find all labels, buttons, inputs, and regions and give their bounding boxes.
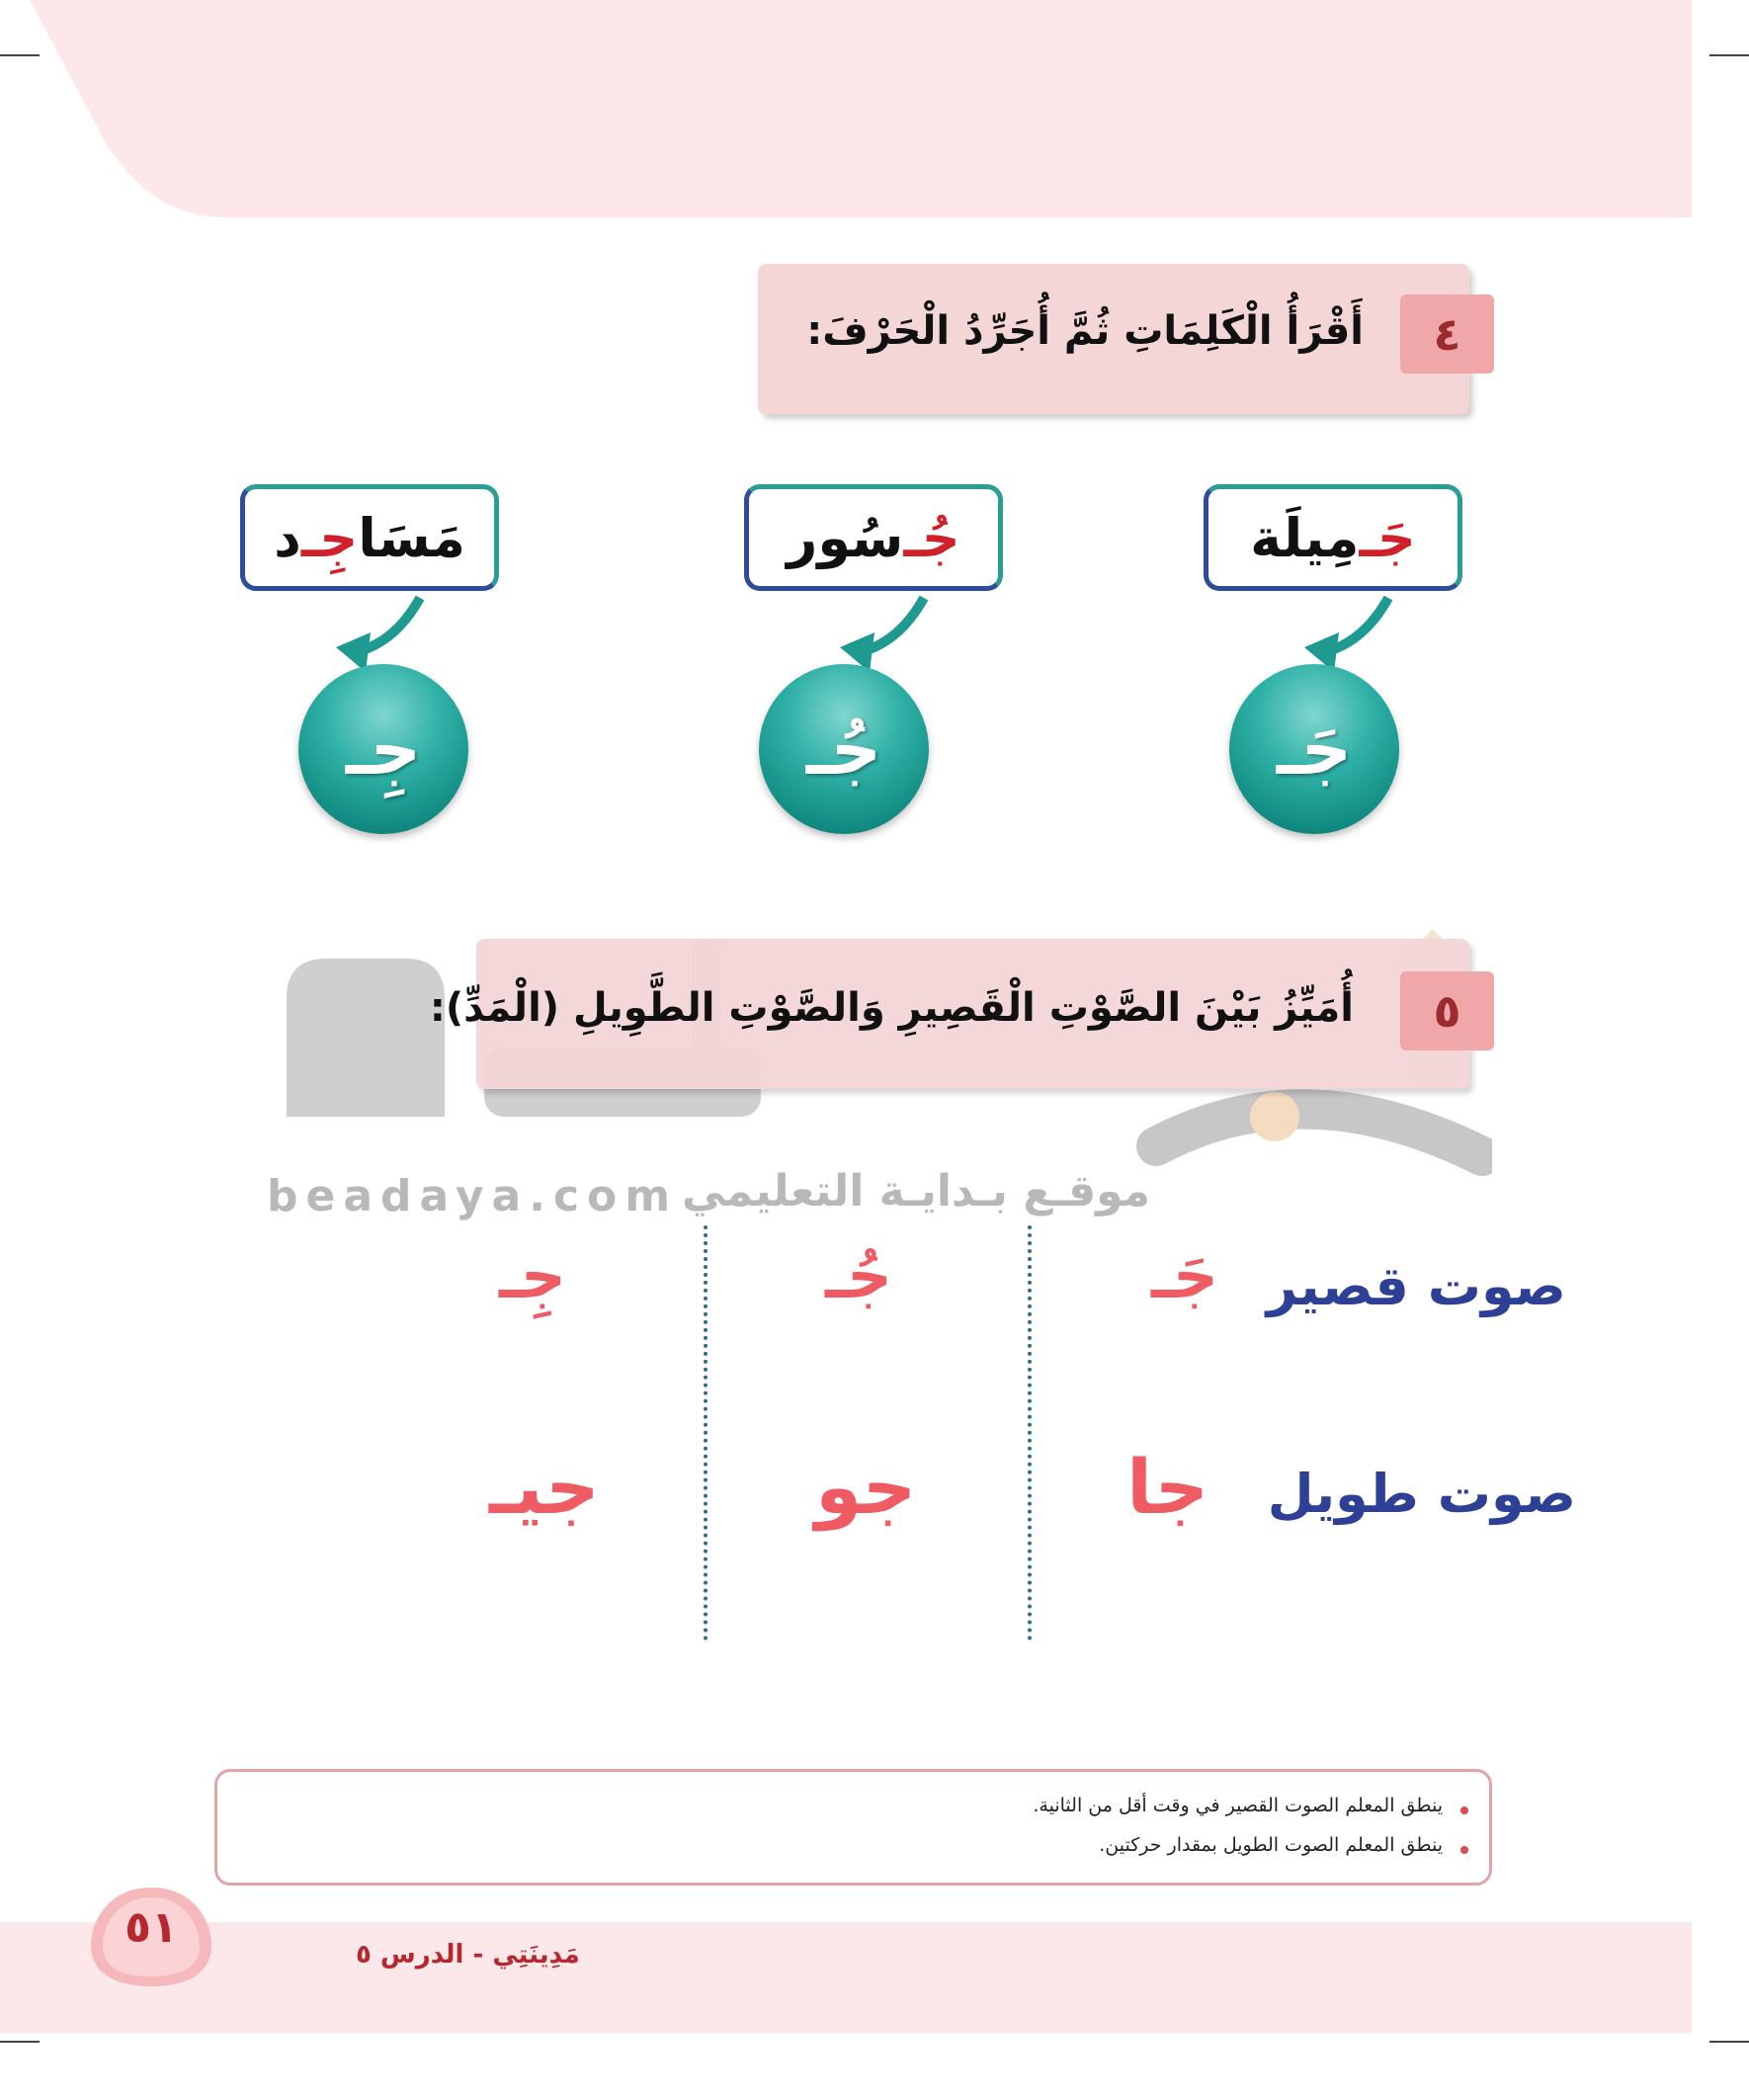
- exercise-5-title: أُمَيِّزُ بَيْنَ الصَّوْتِ الْقَصِيرِ وَالصَّوْتِ الطَّوِيلِ (الْمَدِّ):: [429, 985, 1354, 1031]
- letter-circle-kasra: [298, 664, 468, 834]
- short-sound-damma: جُـ: [825, 1240, 892, 1313]
- short-sound-kasra: جِـ: [499, 1240, 566, 1313]
- exercise-4-title: أَقْرَأُ الْكَلِمَاتِ ثُمَّ أُجَرِّدُ الْحَرْفَ:: [806, 308, 1364, 354]
- watermark-latin: beadaya.com: [267, 1171, 679, 1221]
- word-box-masajid: [240, 484, 499, 591]
- isolated-letter: جَـ: [1276, 708, 1353, 791]
- top-decorative-band: [0, 0, 1692, 217]
- word-box-jusur: [744, 484, 1003, 591]
- crop-mark: [1709, 54, 1749, 56]
- bullet-dot: [1460, 1846, 1468, 1854]
- note-long-sound: ينطق المعلم الصوت الطويل بمقدار حركتين.: [1099, 1834, 1443, 1856]
- crop-mark: [0, 54, 40, 56]
- crop-mark: [1709, 2041, 1749, 2043]
- long-sound-waw: جو: [815, 1443, 917, 1531]
- highlighted-letter: جِـ: [300, 506, 359, 569]
- teacher-notes-box: [214, 1769, 1492, 1886]
- footer-band: [0, 1922, 1692, 2033]
- crop-mark: [0, 2041, 40, 2043]
- word-prefix: مَسَا: [358, 506, 465, 569]
- long-sound-ya: جيـ: [489, 1443, 600, 1531]
- word-rest: د: [274, 506, 301, 569]
- word-box-jamila: [1204, 484, 1462, 591]
- short-sound-fatha: جَـ: [1151, 1240, 1218, 1313]
- watermark-arabic: موقـع بـدايـة التعليمي: [682, 1166, 1151, 1217]
- word-rest: سُور: [787, 506, 904, 569]
- exercise-5-number: ٥: [1400, 971, 1494, 1050]
- highlighted-letter: جُـ: [903, 506, 960, 569]
- exercise-4-number: ٤: [1400, 294, 1494, 374]
- short-sound-label: صوت قصير: [1266, 1255, 1566, 1317]
- page-number: ٥١: [125, 1902, 178, 1953]
- lesson-label: مَدِينَتِي - الدرس ٥: [356, 1940, 580, 1970]
- bullet-dot: [1460, 1806, 1468, 1814]
- column-divider: [1028, 1225, 1032, 1640]
- letter-circle-damma: [759, 664, 929, 834]
- long-sound-alif: جا: [1126, 1443, 1209, 1531]
- highlighted-letter: جَـ: [1359, 506, 1416, 569]
- isolated-letter: جِـ: [345, 708, 422, 791]
- isolated-letter: جُـ: [805, 708, 882, 791]
- letter-circle-fatha: [1229, 664, 1399, 834]
- word-rest: مِيلَة: [1250, 506, 1360, 569]
- note-short-sound: ينطق المعلم الصوت القصير في وقت أقل من الثانية.: [1033, 1795, 1443, 1816]
- column-divider: [704, 1225, 708, 1640]
- long-sound-label: صوت طويل: [1267, 1463, 1576, 1525]
